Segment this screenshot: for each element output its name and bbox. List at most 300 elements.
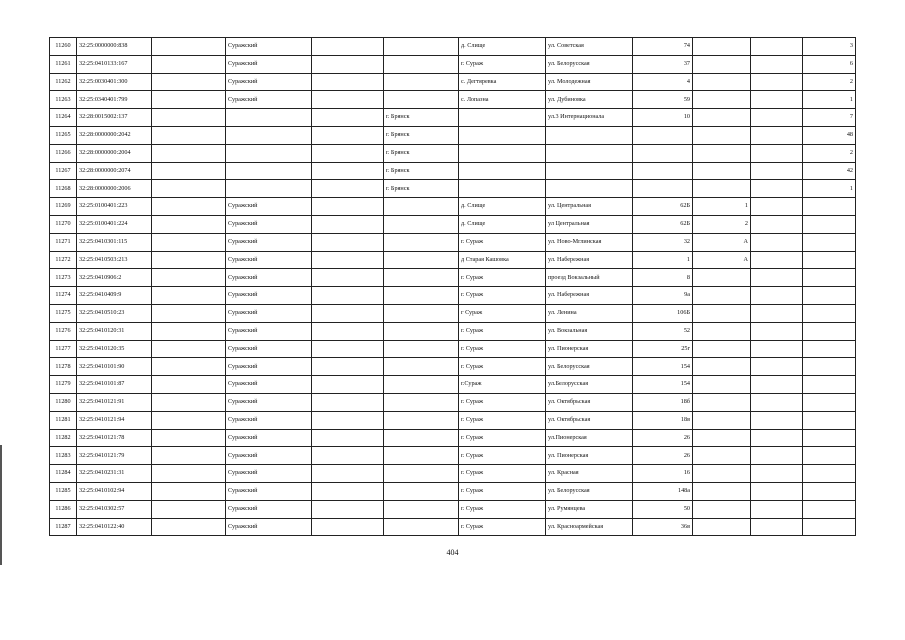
cell-district: Суражский xyxy=(226,465,312,483)
cell-street: ул. Октябрьская xyxy=(546,393,633,411)
cell-count xyxy=(803,340,856,358)
cell-row-number: 11278 xyxy=(50,358,77,376)
cell-cadastral-number: 32:25:0410121:94 xyxy=(77,411,152,429)
cell-cell-blank xyxy=(751,465,803,483)
cell-building: 1 xyxy=(693,198,751,216)
cell-count xyxy=(803,376,856,394)
cell-count: 1 xyxy=(803,91,856,109)
cell-cadastral-number: 32:28:0000000:2006 xyxy=(77,180,152,198)
cell-cell-blank xyxy=(312,429,384,447)
cell-row-number: 11286 xyxy=(50,500,77,518)
cell-district: Суражский xyxy=(226,198,312,216)
cell-settlement: г. Сураж xyxy=(459,447,546,465)
cell-settlement: с. Лопазна xyxy=(459,91,546,109)
cell-cadastral-number: 32:25:0410121:79 xyxy=(77,447,152,465)
cell-cadastral-number: 32:25:0410409:9 xyxy=(77,287,152,305)
cell-cell-blank xyxy=(152,518,226,536)
cell-cell-blank xyxy=(152,322,226,340)
cell-cell-blank xyxy=(751,304,803,322)
cell-building xyxy=(693,500,751,518)
cell-building: А xyxy=(693,251,751,269)
cell-settlement: г. Сураж xyxy=(459,287,546,305)
cell-cell-blank xyxy=(152,251,226,269)
cell-settlement: г. Сураж xyxy=(459,358,546,376)
cell-row-number: 11262 xyxy=(50,73,77,91)
cell-count xyxy=(803,393,856,411)
cell-settlement xyxy=(459,162,546,180)
cell-cell-blank xyxy=(312,91,384,109)
cell-count xyxy=(803,447,856,465)
cell-building xyxy=(693,38,751,56)
cell-row-number: 11284 xyxy=(50,465,77,483)
cell-street: ул. Центральная xyxy=(546,198,633,216)
cell-city: г. Брянск xyxy=(384,162,459,180)
cell-building xyxy=(693,482,751,500)
cell-cadastral-number: 32:25:0410503:213 xyxy=(77,251,152,269)
cell-cell-blank xyxy=(312,447,384,465)
cell-cell-blank xyxy=(312,109,384,127)
cell-cadastral-number: 32:28:0000000:2074 xyxy=(77,162,152,180)
table-row xyxy=(50,126,856,144)
cell-cadastral-number: 32:25:0410121:78 xyxy=(77,429,152,447)
cell-house-number: 25г xyxy=(633,340,693,358)
cell-street: ул. Белорусская xyxy=(546,358,633,376)
cell-building xyxy=(693,447,751,465)
cell-settlement: г. Сураж xyxy=(459,465,546,483)
cell-cell-blank xyxy=(312,465,384,483)
cell-city xyxy=(384,55,459,73)
cell-row-number: 11267 xyxy=(50,162,77,180)
table-row xyxy=(50,269,856,287)
cell-house-number: 32 xyxy=(633,233,693,251)
cell-cell-blank xyxy=(312,144,384,162)
cell-row-number: 11268 xyxy=(50,180,77,198)
table-row xyxy=(50,447,856,465)
table-row xyxy=(50,233,856,251)
cell-street: ул. Красноармейская xyxy=(546,518,633,536)
cell-cell-blank xyxy=(312,304,384,322)
cell-count xyxy=(803,465,856,483)
cell-street xyxy=(546,126,633,144)
cell-cell-blank xyxy=(751,500,803,518)
cell-settlement: д. Слище xyxy=(459,38,546,56)
cell-city xyxy=(384,393,459,411)
cell-house-number: 26 xyxy=(633,429,693,447)
cell-cadastral-number: 32:25:0410102:94 xyxy=(77,482,152,500)
cell-cell-blank xyxy=(152,269,226,287)
cell-cell-blank xyxy=(312,322,384,340)
cell-building xyxy=(693,393,751,411)
table-row xyxy=(50,91,856,109)
cell-row-number: 11285 xyxy=(50,482,77,500)
cell-building xyxy=(693,358,751,376)
cell-row-number: 11261 xyxy=(50,55,77,73)
cell-count: 1 xyxy=(803,180,856,198)
cell-district: Суражский xyxy=(226,73,312,91)
cell-cadastral-number: 32:25:0030401:300 xyxy=(77,73,152,91)
table-row xyxy=(50,518,856,536)
cell-cell-blank xyxy=(312,73,384,91)
cell-cadastral-number: 32:25:0410101:90 xyxy=(77,358,152,376)
cell-settlement: д. Слище xyxy=(459,215,546,233)
table-row xyxy=(50,55,856,73)
cell-settlement: г Сураж xyxy=(459,304,546,322)
cell-count xyxy=(803,322,856,340)
cell-cell-blank xyxy=(152,376,226,394)
cell-building xyxy=(693,340,751,358)
cell-cadastral-number: 32:25:0410906:2 xyxy=(77,269,152,287)
cell-count: 7 xyxy=(803,109,856,127)
cell-street: ул. Ленина xyxy=(546,304,633,322)
cell-cadastral-number: 32:25:0410120:35 xyxy=(77,340,152,358)
cell-cell-blank xyxy=(751,162,803,180)
cell-building xyxy=(693,287,751,305)
cell-building: 2 xyxy=(693,215,751,233)
cell-district xyxy=(226,180,312,198)
cell-cell-blank xyxy=(312,215,384,233)
table-row xyxy=(50,287,856,305)
table-row xyxy=(50,393,856,411)
cell-cell-blank xyxy=(751,518,803,536)
cell-district: Суражский xyxy=(226,55,312,73)
cell-settlement: г. Сураж xyxy=(459,411,546,429)
cell-building xyxy=(693,304,751,322)
cell-street: ул. Ново-Мглинская xyxy=(546,233,633,251)
cell-city xyxy=(384,518,459,536)
table-row xyxy=(50,500,856,518)
cell-city xyxy=(384,465,459,483)
cell-building xyxy=(693,429,751,447)
cell-count xyxy=(803,500,856,518)
cell-city xyxy=(384,411,459,429)
cell-building xyxy=(693,73,751,91)
cell-city xyxy=(384,233,459,251)
cell-city xyxy=(384,358,459,376)
cell-cell-blank xyxy=(312,393,384,411)
cell-cell-blank xyxy=(751,340,803,358)
cell-settlement xyxy=(459,126,546,144)
cell-cell-blank xyxy=(751,144,803,162)
cell-cell-blank xyxy=(751,91,803,109)
cell-cell-blank xyxy=(312,180,384,198)
cell-street: ул. Румянцева xyxy=(546,500,633,518)
cell-house-number: 154 xyxy=(633,376,693,394)
cell-row-number: 11283 xyxy=(50,447,77,465)
cell-count xyxy=(803,411,856,429)
cell-city: г. Брянск xyxy=(384,144,459,162)
cell-house-number: 148а xyxy=(633,482,693,500)
cell-count: 42 xyxy=(803,162,856,180)
cell-cell-blank xyxy=(152,180,226,198)
cell-count xyxy=(803,482,856,500)
cell-house-number: 36в xyxy=(633,518,693,536)
cell-settlement: д Старая Кашовка xyxy=(459,251,546,269)
cell-house-number: 18в xyxy=(633,411,693,429)
cell-city xyxy=(384,251,459,269)
cell-house-number: 8 xyxy=(633,269,693,287)
cell-cadastral-number: 32:25:0410121:91 xyxy=(77,393,152,411)
cell-cell-blank xyxy=(751,251,803,269)
cell-house-number xyxy=(633,162,693,180)
cell-cell-blank xyxy=(751,358,803,376)
cell-district xyxy=(226,144,312,162)
cell-cell-blank xyxy=(152,109,226,127)
cell-district: Суражский xyxy=(226,38,312,56)
table-row xyxy=(50,144,856,162)
cell-building xyxy=(693,55,751,73)
cell-district: Суражский xyxy=(226,251,312,269)
cell-city xyxy=(384,322,459,340)
page-number: 404 xyxy=(446,548,459,557)
cell-building xyxy=(693,465,751,483)
cell-house-number xyxy=(633,144,693,162)
cell-district xyxy=(226,162,312,180)
cell-cell-blank xyxy=(312,126,384,144)
table-row xyxy=(50,215,856,233)
cell-district: Суражский xyxy=(226,269,312,287)
cell-count xyxy=(803,287,856,305)
cell-district: Суражский xyxy=(226,376,312,394)
cell-settlement xyxy=(459,109,546,127)
cell-city xyxy=(384,429,459,447)
cell-house-number: 26 xyxy=(633,447,693,465)
cell-cadastral-number: 32:25:0410301:115 xyxy=(77,233,152,251)
cell-count: 6 xyxy=(803,55,856,73)
cell-cell-blank xyxy=(312,38,384,56)
cell-street: проезд Вокзальный xyxy=(546,269,633,287)
cell-street: ул. Набережная xyxy=(546,251,633,269)
cell-street: ул. Октябрьская xyxy=(546,411,633,429)
cell-city xyxy=(384,447,459,465)
cell-city xyxy=(384,215,459,233)
cell-cell-blank xyxy=(312,518,384,536)
cell-street: ул. Белорусская xyxy=(546,482,633,500)
table-row xyxy=(50,376,856,394)
table-body xyxy=(50,38,856,536)
cell-house-number: 154 xyxy=(633,358,693,376)
cell-row-number: 11270 xyxy=(50,215,77,233)
table-row xyxy=(50,304,856,322)
cell-city xyxy=(384,376,459,394)
cell-count xyxy=(803,251,856,269)
cell-row-number: 11277 xyxy=(50,340,77,358)
cell-cell-blank xyxy=(152,73,226,91)
cell-settlement: д. Слище xyxy=(459,198,546,216)
cell-cell-blank xyxy=(152,500,226,518)
table-row xyxy=(50,322,856,340)
cell-cell-blank xyxy=(152,162,226,180)
cell-house-number: 10 xyxy=(633,109,693,127)
cell-settlement: г. Сураж xyxy=(459,393,546,411)
table-row xyxy=(50,162,856,180)
cell-cell-blank xyxy=(152,340,226,358)
cell-cell-blank xyxy=(312,198,384,216)
cell-cell-blank xyxy=(152,198,226,216)
cell-settlement: г. Сураж xyxy=(459,340,546,358)
table-row xyxy=(50,38,856,56)
cell-building xyxy=(693,144,751,162)
cell-street: ул. Пионерская xyxy=(546,340,633,358)
cell-count: 2 xyxy=(803,73,856,91)
cell-district: Суражский xyxy=(226,287,312,305)
cell-row-number: 11264 xyxy=(50,109,77,127)
cell-count xyxy=(803,269,856,287)
cell-cell-blank xyxy=(751,73,803,91)
cell-row-number: 11276 xyxy=(50,322,77,340)
cell-row-number: 11282 xyxy=(50,429,77,447)
cell-cell-blank xyxy=(751,269,803,287)
table-row xyxy=(50,465,856,483)
cell-cadastral-number: 32:25:0410101:87 xyxy=(77,376,152,394)
scan-edge-mark xyxy=(0,445,2,565)
cell-cell-blank xyxy=(312,233,384,251)
cell-cell-blank xyxy=(152,393,226,411)
cell-cell-blank xyxy=(312,287,384,305)
cell-street: ул. Дубиновка xyxy=(546,91,633,109)
cell-row-number: 11271 xyxy=(50,233,77,251)
cell-district: Суражский xyxy=(226,322,312,340)
cell-city xyxy=(384,287,459,305)
cell-city xyxy=(384,269,459,287)
cell-street xyxy=(546,144,633,162)
cell-settlement xyxy=(459,180,546,198)
cell-street: ул. Белорусская xyxy=(546,55,633,73)
cell-cadastral-number: 32:28:0015002:137 xyxy=(77,109,152,127)
cell-cell-blank xyxy=(152,233,226,251)
cell-city xyxy=(384,500,459,518)
cell-street: ул Центральная xyxy=(546,215,633,233)
table-row xyxy=(50,180,856,198)
cell-city xyxy=(384,38,459,56)
table-row xyxy=(50,73,856,91)
cell-row-number: 11266 xyxy=(50,144,77,162)
cell-count xyxy=(803,233,856,251)
cell-row-number: 11272 xyxy=(50,251,77,269)
cell-row-number: 11273 xyxy=(50,269,77,287)
cell-building xyxy=(693,411,751,429)
cell-cadastral-number: 32:25:0410122:40 xyxy=(77,518,152,536)
cell-row-number: 11260 xyxy=(50,38,77,56)
cell-city: г. Брянск xyxy=(384,126,459,144)
cell-district: Суражский xyxy=(226,233,312,251)
cell-district: Суражский xyxy=(226,411,312,429)
cell-street: ул.3 Интернационала xyxy=(546,109,633,127)
cell-cell-blank xyxy=(152,144,226,162)
cell-cell-blank xyxy=(751,215,803,233)
cell-street: ул. Вокзальная xyxy=(546,322,633,340)
cell-row-number: 11263 xyxy=(50,91,77,109)
cell-cell-blank xyxy=(751,233,803,251)
cell-row-number: 11281 xyxy=(50,411,77,429)
cell-district: Суражский xyxy=(226,91,312,109)
cell-street: ул. Набережная xyxy=(546,287,633,305)
cell-cell-blank xyxy=(751,109,803,127)
cell-cadastral-number: 32:25:0340401:799 xyxy=(77,91,152,109)
cell-street: ул.Пионерская xyxy=(546,429,633,447)
table-row xyxy=(50,340,856,358)
cell-count: 3 xyxy=(803,38,856,56)
cell-cell-blank xyxy=(152,55,226,73)
table-row xyxy=(50,198,856,216)
cell-city xyxy=(384,482,459,500)
cell-row-number: 11280 xyxy=(50,393,77,411)
cell-cell-blank xyxy=(751,55,803,73)
cell-settlement: г. Сураж xyxy=(459,429,546,447)
table-row xyxy=(50,109,856,127)
cell-district: Суражский xyxy=(226,393,312,411)
cell-building xyxy=(693,109,751,127)
cell-cell-blank xyxy=(312,269,384,287)
cell-row-number: 11287 xyxy=(50,518,77,536)
cell-count xyxy=(803,198,856,216)
cell-street xyxy=(546,180,633,198)
cell-house-number: 4 xyxy=(633,73,693,91)
cell-cadastral-number: 32:25:0410231:31 xyxy=(77,465,152,483)
cell-cadastral-number: 32:25:0410120:31 xyxy=(77,322,152,340)
cell-settlement: г. Сураж xyxy=(459,500,546,518)
cell-cell-blank xyxy=(152,287,226,305)
cell-city xyxy=(384,73,459,91)
cell-street xyxy=(546,162,633,180)
cell-cell-blank xyxy=(751,429,803,447)
cell-building xyxy=(693,376,751,394)
cell-row-number: 11275 xyxy=(50,304,77,322)
cell-district xyxy=(226,109,312,127)
cell-settlement: г. Сураж xyxy=(459,322,546,340)
cell-city: г. Брянск xyxy=(384,109,459,127)
cell-house-number: 16 xyxy=(633,465,693,483)
cell-cell-blank xyxy=(152,358,226,376)
cell-cell-blank xyxy=(152,91,226,109)
cell-settlement: с. Дегтяревка xyxy=(459,73,546,91)
cell-row-number: 11269 xyxy=(50,198,77,216)
cell-house-number: 37 xyxy=(633,55,693,73)
table-row xyxy=(50,251,856,269)
cell-city xyxy=(384,340,459,358)
cell-cell-blank xyxy=(751,393,803,411)
registry-table xyxy=(49,37,856,536)
cell-cell-blank xyxy=(152,447,226,465)
cell-district: Суражский xyxy=(226,518,312,536)
cell-house-number: 62Б xyxy=(633,198,693,216)
cell-cadastral-number: 32:25:0100401:224 xyxy=(77,215,152,233)
cell-cell-blank xyxy=(152,465,226,483)
cell-cell-blank xyxy=(751,38,803,56)
cell-cell-blank xyxy=(751,376,803,394)
cell-district: Суражский xyxy=(226,447,312,465)
cell-building xyxy=(693,518,751,536)
cell-cell-blank xyxy=(152,126,226,144)
cell-count: 2 xyxy=(803,144,856,162)
cell-house-number: 50 xyxy=(633,500,693,518)
cell-cell-blank xyxy=(152,304,226,322)
cell-settlement xyxy=(459,144,546,162)
cell-row-number: 11265 xyxy=(50,126,77,144)
cell-cadastral-number: 32:25:0100401:223 xyxy=(77,198,152,216)
cell-building xyxy=(693,126,751,144)
cell-building: А xyxy=(693,233,751,251)
cell-cadastral-number: 32:28:0000000:2042 xyxy=(77,126,152,144)
cell-building xyxy=(693,269,751,287)
cell-cadastral-number: 32:25:0410302:57 xyxy=(77,500,152,518)
cell-cell-blank xyxy=(751,198,803,216)
cell-count: 48 xyxy=(803,126,856,144)
cell-cell-blank xyxy=(152,482,226,500)
cell-cell-blank xyxy=(312,162,384,180)
cell-settlement: г. Сураж xyxy=(459,482,546,500)
cell-settlement: г. Сураж xyxy=(459,269,546,287)
table-row xyxy=(50,429,856,447)
